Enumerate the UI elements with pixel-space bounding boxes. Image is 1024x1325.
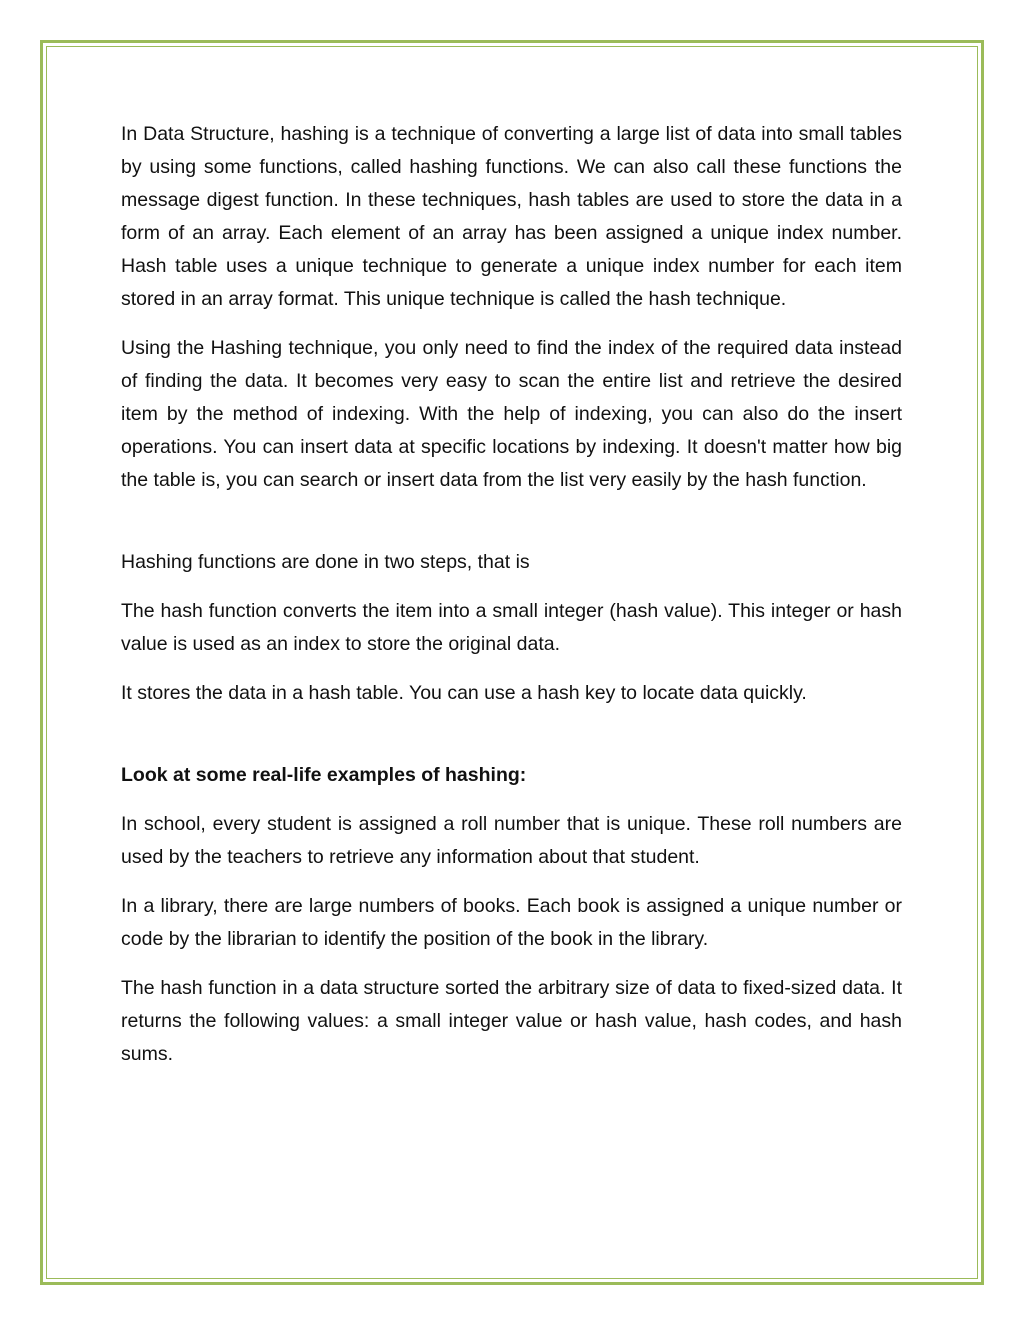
paragraph-hash-function-output: The hash function in a data structure sorted the arbitrary size of data to fixed-sized data. It returns the following values: a small integer value or hash value, hash codes, and hash sums. <box>121 977 902 1065</box>
paragraph-example-school: In school, every student is assigned a roll number that is unique. These roll numbers are used by the teachers to retrieve any information about that student. <box>121 813 902 868</box>
spacer <box>121 726 902 759</box>
paragraph-step-two: It stores the data in a hash table. You can use a hash key to locate data quickly. <box>121 682 807 704</box>
spacer <box>121 513 902 546</box>
paragraph-hashing-technique: Using the Hashing technique, you only need to find the index of the required data instead of finding the data. It becomes very easy to scan the entire list and retrieve the desired item by the method of indexing. With the help of indexing, you can also do the insert operations. You can insert data at specific locations by indexing. It doesn't matter how big the table is, you can search or insert data from the list very easily by the hash function. <box>121 337 902 491</box>
paragraph-example-library: In a library, there are large numbers of books. Each book is assigned a unique number or code by the librarian to identify the position of the book in the library. <box>121 895 902 950</box>
paragraph-two-steps: Hashing functions are done in two steps, that is <box>121 551 530 573</box>
paragraph-hashing-definition: In Data Structure, hashing is a technique of converting a large list of data into small tables by using some functions, called hashing functions. We can also call these functions the message digest function. In these techniques, hash tables are used to store the data in a form of an array. Each element of an array has been assigned a unique index number. Hash table uses a unique technique to generate a unique index number for each item stored in an array format. This unique technique is called the hash technique. <box>121 123 902 310</box>
paragraph-step-one: The hash function converts the item into a small integer (hash value). This integer or hash value is used as an index to store the original data. <box>121 600 902 655</box>
document-body <box>121 118 902 1087</box>
examples-heading: Look at some real-life examples of hashing: <box>121 764 527 786</box>
